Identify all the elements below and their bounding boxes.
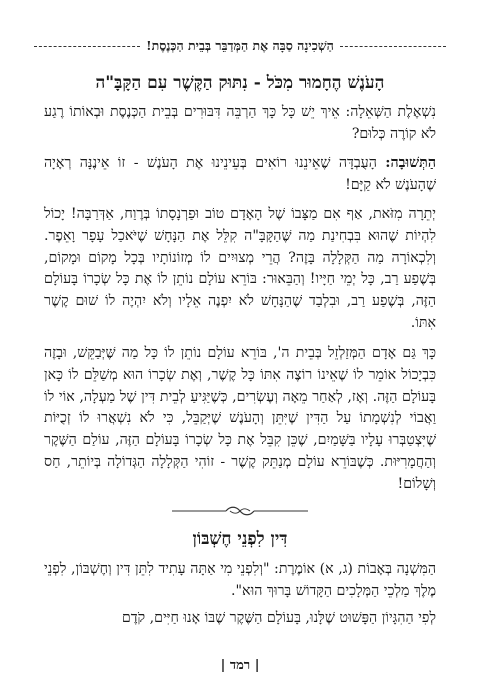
running-header <box>34 38 446 54</box>
section2-para2-block <box>44 608 436 630</box>
section1-title-block <box>44 73 436 93</box>
section1-question: נִשְׁאֶלֶת הַשְּׁאֵלָה: אֵיךְ יֵשׁ כָּל כָּךְ הַרְבֵּה דִּבּוּרִים בְּבֵית הַכְּנֶסֶת וּבְאוֹתוֹ רֶגַע לֹא קוֹרֶה כְּלוּם? <box>44 104 436 142</box>
section1-title: הָעֹנֶשׁ הֶחָמוּר מִכֹּל - נִתּוּק הַקֶּשֶׁר עִם הַקָּבָּ"ה <box>95 73 385 93</box>
section2-title-block <box>44 529 436 549</box>
running-title: הַשְׁכִינָה סַבָּה אֶת הַמְּדַבֵּר בְּבֵית הַכְּנֶסֶת! <box>146 38 334 53</box>
flourish-icon <box>170 505 310 517</box>
section2-title: דִּין לִפְנֵי חֶשְׁבּוֹן <box>192 529 288 549</box>
section1-answer <box>44 153 436 197</box>
section2-para1-block <box>44 559 436 603</box>
section2-paragraph-2: לְפִי הַהִגָּיוֹן הַפָּשׁוּט שֶׁלָּנוּ, בָּעוֹלָם הַשֶּׁקֶר שֶׁבּוֹ אָנוּ חַיִּים, קֹדֶם <box>121 610 436 626</box>
section2-paragraph-1: הַמִּשְׁנָה בְּאָבוֹת (ג, א) אוֹמֶרֶת: "וְלִפְנֵי מִי אַתָּה עָתִיד לִתֵּן דִּין וְחֶשְׁבּוֹן, לִפְנֵי מֶלֶךְ מַלְכֵי הַמְּלָכִים הַקָּדוֹשׁ בָּרוּךְ הוּא". <box>44 561 436 599</box>
section1-paragraph-4: כָּךְ גַּם אָדָם הַמְּזַלְזֵל בְּבֵית ה', בּוֹרֵא עוֹלָם נוֹתֵן לוֹ כָּל מַה שֶּׁיְּבַקֵּשׁ, וּבָזֶה כִּבְיָכוֹל אוֹמֵר לוֹ שֶׁאֵינוֹ רוֹצֶה אִתּוֹ כָּל קֶשֶׁר, וְאֶת שְׂכָרוֹ הוּא מְשַׁלֵּם לוֹ כָּאן בָּעוֹלָם הַזֶּה. וְאָז, לְאַחַר מֵאָה וְעֶשְׂרִים, כְּשֶׁיַּגִּיעַ לְבֵית דִּין שֶׁל מַעְלָה, אוֹי לוֹ וַאֲבוֹי לְנִשְׁמָתוֹ עַל הַדִּין שֶׁיִּתֵּן וְהָעֹנֶשׁ שֶׁיְּקַבֵּל, כִּי לֹא נִשְׁאֲרוּ לוֹ זְכֻיּוֹת שֶׁיִּצְטַבְּרוּ עָלָיו בַּשָּׁמַיִם, שֶׁכֵּן קִבֵּל אֶת כָּל שְׂכָרוֹ בָּעוֹלָם הַזֶּה, עוֹלַם הַשֶּׁקֶר וְהַחֲמָרִיּוּת. כְּשֶׁבּוֹרֵא עוֹלָם מְנַתֵּק קֶשֶׁר - זוֹהִי הַקְּלָלָה הַגְּדוֹלָה בְּיוֹתֵר, חַס וְשָׁלוֹם! <box>44 345 436 492</box>
section-divider-ornament <box>0 505 480 517</box>
answer-lead: הַתְּשׁוּבָה: <box>385 155 436 171</box>
section1-para4-block <box>44 343 436 496</box>
section1-para3-block <box>44 204 436 335</box>
section1-answer-block <box>44 153 436 197</box>
header-dash-right <box>340 46 446 47</box>
section1-paragraph-3: יְתֵרָה מִזֹּאת, אַף אִם מַצָּבוֹ שֶׁל הָאָדָם טוֹב וּפַרְנָסָתוֹ בְּרֶוַח, אַדְּרַבָּה! יָכוֹל לִהְיוֹת שֶׁהוּא בִּבְחִינַת מַה שֶּׁהַקָּבָּ"ה קִלֵּל אֶת הַנָּחָשׁ שֶׁיֹּאכַל עָפָר וָאֵפֶר. וְלִכְאוֹרָה מַה הַקְּלָלָה בָּזֶה? הֲרֵי מְצוּיִים לוֹ מְזוֹנוֹתָיו בְּכָל מָקוֹם וּמָקוֹם, בְּשֶׁפַע רַב, כָּל יְמֵי חַיָּיו! וְהַבֵּאוּר: בּוֹרֵא עוֹלָם נוֹתֵן לוֹ אֶת כָּל שְׂכָרוֹ בָּעוֹלָם הַזֶּה, בְּשֶׁפַע רַב, וּבִלְבַד שֶׁהַנָּחָשׁ לֹא יִפְנֶה אֵלָיו וְלֹא יִהְיֶה לוֹ שׁוּם קֶשֶׁר אִתּוֹ. <box>44 206 436 331</box>
section1-question-block <box>44 102 436 146</box>
header-dash-left <box>34 46 140 47</box>
answer-text: הָעֻבְדָּה שֶׁאֵינֵנוּ רוֹאִים בְּעֵינֵינוּ אֶת הָעֹנֶשׁ - זוֹ אֵינֶנָּה רְאָיָה שֶׁהָעֹנֶשׁ לֹא קַיָּם! <box>44 155 436 193</box>
page-number: | רמד | <box>220 658 260 673</box>
